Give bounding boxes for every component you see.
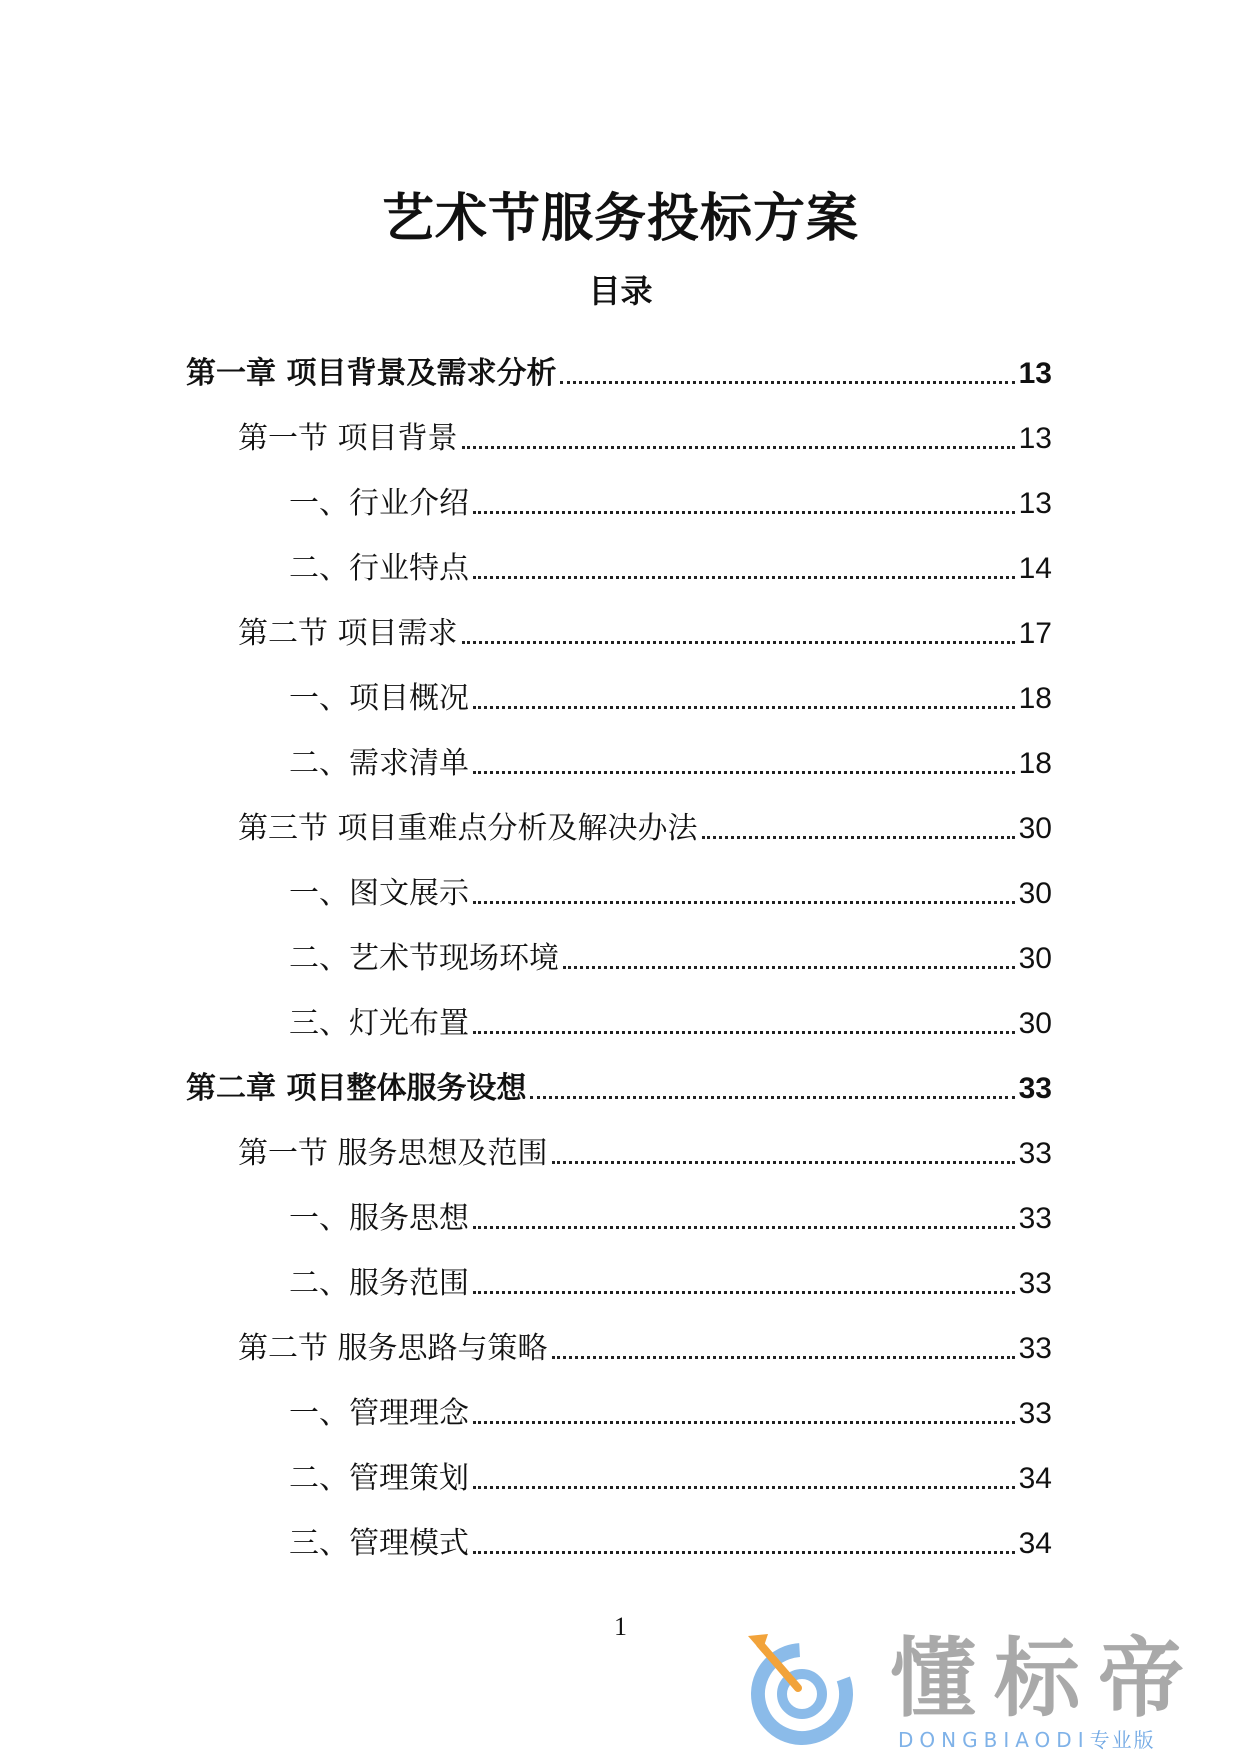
toc-entry-label: 三、灯光布置 [289,1006,469,1041]
toc-leader-dots [462,446,1015,449]
toc-entry[interactable] [186,1106,1052,1171]
toc-leader-dots [530,1096,1014,1099]
toc-leader-dots [552,1356,1015,1359]
toc-entry-label: 二、服务范围 [289,1266,469,1301]
toc-entry-page: 17 [1018,617,1052,650]
toc-entry-page: 33 [1018,1267,1052,1300]
toc-entry-page: 30 [1018,1007,1052,1040]
toc-leader-dots [473,576,1015,579]
toc-heading: 目录 [588,272,653,310]
toc-entry-page: 18 [1018,682,1052,715]
toc-entry[interactable] [186,521,1052,586]
toc-entry[interactable] [186,1366,1052,1431]
toc-entry[interactable] [186,1171,1052,1236]
toc-entry-label: 第一章 项目背景及需求分析 [186,356,557,391]
toc-entry-label: 第一节 项目背景 [238,421,458,456]
toc-entry-label: 二、需求清单 [289,746,469,781]
watermark-subtitle-en: DONGBIAODI [898,1728,1090,1752]
toc-entry-label: 二、行业特点 [289,551,469,586]
toc-entry-page: 13 [1018,357,1052,390]
watermark-subtitle [898,1730,1156,1750]
toc-entry[interactable] [186,1236,1052,1301]
toc-entry[interactable] [186,781,1052,846]
toc-leader-dots [462,641,1015,644]
toc-entry-page: 30 [1018,877,1052,910]
watermark [740,1630,1220,1750]
toc-entry-page: 33 [1018,1332,1052,1365]
toc-entry[interactable] [186,716,1052,781]
toc-entry[interactable] [186,586,1052,651]
toc-leader-dots [473,901,1015,904]
page-number: 1 [614,1612,627,1641]
toc-entry-page: 33 [1018,1137,1052,1170]
toc-entry-label: 二、艺术节现场环境 [289,941,559,976]
toc-entry-page: 14 [1018,552,1052,585]
toc-entry-label: 第三节 项目重难点分析及解决办法 [238,811,698,846]
toc-entry-label: 第一节 服务思想及范围 [238,1136,548,1171]
toc-entry-label: 一、服务思想 [289,1201,469,1236]
toc-entry[interactable] [186,651,1052,716]
toc-entry-page: 33 [1018,1397,1052,1430]
table-of-contents [186,326,1052,1561]
toc-leader-dots [473,771,1015,774]
toc-entry[interactable] [186,911,1052,976]
toc-leader-dots [473,1486,1015,1489]
toc-entry-label: 一、图文展示 [289,876,469,911]
toc-entry-label: 第二章 项目整体服务设想 [186,1071,527,1106]
toc-leader-dots [560,381,1014,384]
toc-leader-dots [473,1226,1015,1229]
toc-entry[interactable] [186,846,1052,911]
toc-entry[interactable] [186,1301,1052,1366]
toc-entry[interactable] [186,1496,1052,1561]
watermark-edition: 专业版 [1089,1728,1156,1752]
toc-entry[interactable] [186,1041,1052,1106]
toc-leader-dots [473,1291,1015,1294]
toc-entry-page: 34 [1018,1462,1052,1495]
toc-leader-dots [702,836,1015,839]
toc-leader-dots [473,1031,1015,1034]
toc-entry-label: 一、项目概况 [289,681,469,716]
toc-entry-page: 30 [1018,942,1052,975]
toc-entry-page: 33 [1018,1072,1052,1105]
toc-entry[interactable] [186,456,1052,521]
document-title: 艺术节服务投标方案 [381,189,859,249]
toc-entry-page: 34 [1018,1527,1052,1560]
watermark-brand: 懂标帝 [890,1629,1202,1729]
toc-entry-label: 三、管理模式 [289,1526,469,1561]
target-arrow-icon [740,1622,870,1752]
toc-entry-label: 一、管理理念 [289,1396,469,1431]
toc-entry-label: 二、管理策划 [289,1461,469,1496]
toc-entry-label: 第二节 服务思路与策略 [238,1331,548,1366]
toc-entry[interactable] [186,391,1052,456]
toc-entry-label: 第二节 项目需求 [238,616,458,651]
toc-leader-dots [552,1161,1015,1164]
toc-leader-dots [473,706,1015,709]
toc-entry-label: 一、行业介绍 [289,486,469,521]
toc-entry-page: 30 [1018,812,1052,845]
toc-entry[interactable] [186,1431,1052,1496]
toc-leader-dots [473,1551,1015,1554]
toc-entry-page: 13 [1018,487,1052,520]
toc-entry[interactable] [186,326,1052,391]
toc-leader-dots [473,1421,1015,1424]
toc-leader-dots [473,511,1015,514]
toc-entry-page: 33 [1018,1202,1052,1235]
toc-entry[interactable] [186,976,1052,1041]
toc-entry-page: 18 [1018,747,1052,780]
toc-entry-page: 13 [1018,422,1052,455]
toc-leader-dots [563,966,1015,969]
